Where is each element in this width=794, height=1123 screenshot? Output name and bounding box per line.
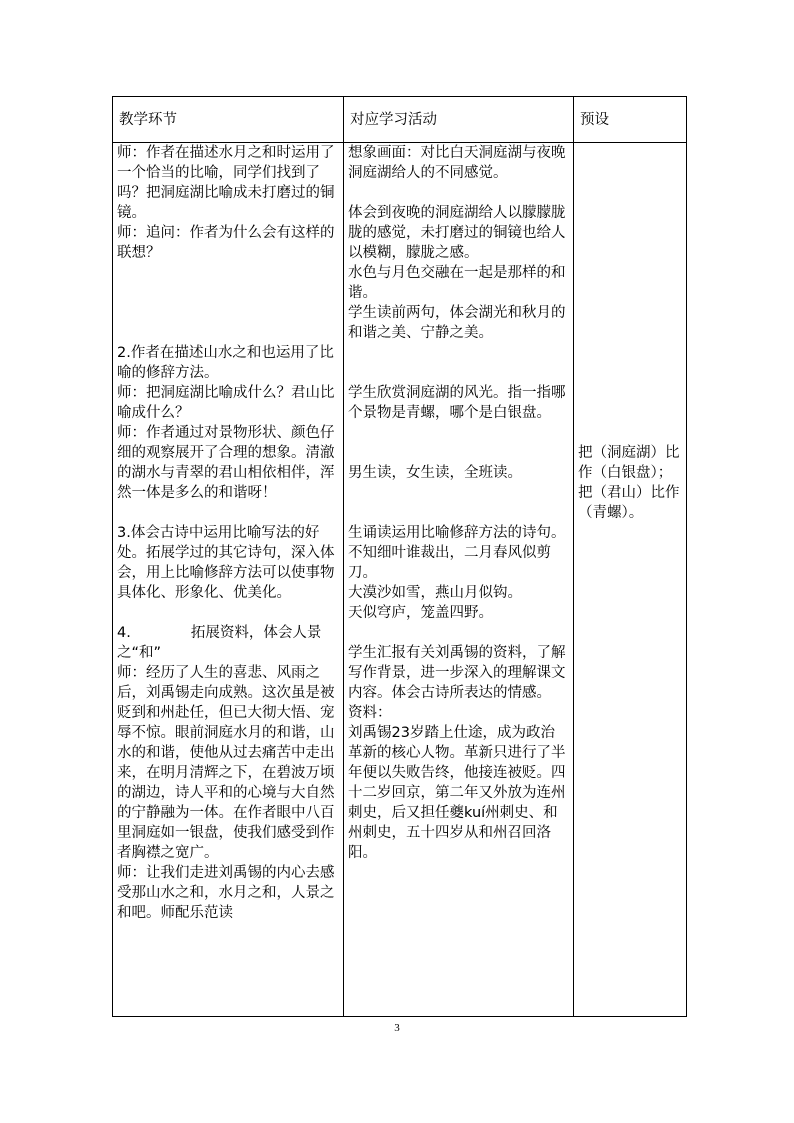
activity-read-first-lines: 学生读前两句，体会湖光和秋月的和谐之美、宁静之美。 bbox=[348, 305, 566, 341]
teacher-summary-2: 师：作者通过对景物形状、颜色仔细的观察展开了合理的想象。清澈的湖水与青翠的君山相依相伴，浑然一体是多么的和谐呀！ bbox=[117, 425, 335, 501]
materials-label: 资料： bbox=[348, 705, 392, 721]
activity-imagine: 想象画面：对比白天洞庭湖与夜晚洞庭湖给人的不同感觉。 bbox=[348, 145, 566, 181]
header-preset: 预设 bbox=[574, 97, 687, 143]
activity-harmony: 水色与月色交融在一起是那样的和谐。 bbox=[348, 265, 566, 301]
step-3-text: 3.体会古诗中运用比喻写法的好处。拓展学过的其它诗句，深入体会，用上比喻修辞方法可以使事物具体化、形象化、优美化。 bbox=[117, 525, 335, 601]
learning-activity-cell bbox=[344, 143, 574, 1017]
materials-biography: 刘禹锡23岁踏上仕途，成为政治革新的核心人物。革新只进行了半年便以失败告终，他接连被贬。四十二岁回京，第二年又外放为连州刺史，后又担任夔kuí州刺史、和州刺史，五十四岁从和州召回洛阳。 bbox=[348, 725, 566, 861]
poem-line-2: 大漠沙如雪，燕山月似钩。 bbox=[348, 585, 522, 601]
lesson-plan-table bbox=[112, 96, 687, 1017]
teacher-background-text: 师：经历了人生的喜悲、风雨之后，刘禹锡走向成熟。这次虽是被贬到和州赴任，但已大彻大悟、宠辱不惊。眼前洞庭水月的和谐，山水的和谐，使他从过去痛苦中走出来，在明月清辉之下，在碧波万顷的湖边，诗人平和的心境与大自然的宁静融为一体。在作者眼中八百里洞庭如一银盘，使我们感受到作者胸襟之宽广。 bbox=[117, 665, 335, 861]
teaching-step-cell bbox=[113, 143, 344, 1017]
header-teaching-step: 教学环节 bbox=[113, 97, 344, 143]
preset-cell bbox=[574, 143, 687, 1017]
activity-group-reading: 男生读，女生读，全班读。 bbox=[348, 465, 522, 481]
header-learning-activity: 对应学习活动 bbox=[344, 97, 574, 143]
teacher-closing-text: 师：让我们走进刘禹锡的内心去感受那山水之和，水月之和，人景之和吧。师配乐范读 bbox=[117, 865, 335, 921]
teacher-question-2: 师：把洞庭湖比喻成什么？君山比喻成什么？ bbox=[117, 385, 335, 421]
step-2-heading: 2.作者在描述山水之和也运用了比喻的修辞方法。 bbox=[117, 345, 334, 381]
preset-answer: 把（洞庭湖）比作（白银盘）；把（君山）比作（青螺）。 bbox=[578, 445, 680, 521]
activity-feel-hazy: 体会到夜晚的洞庭湖给人以朦朦胧胧的感觉，未打磨过的铜镜也给人以模糊，朦胧之感。 bbox=[348, 205, 566, 261]
teacher-metaphor-question: 师：作者在描述水月之和时运用了一个恰当的比喻，同学们找到了吗？把洞庭湖比喻成未打磨过的铜镜。 bbox=[117, 145, 335, 221]
step-4-title: 拓展资料，体会人景之“和” bbox=[117, 625, 322, 661]
activity-appreciate-scenery: 学生欣赏洞庭湖的风光。指一指哪个景物是青螺，哪个是白银盘。 bbox=[348, 385, 566, 421]
table-header-row bbox=[113, 97, 687, 143]
table-body-row bbox=[113, 143, 687, 1017]
teacher-followup-question: 师：追问：作者为什么会有这样的联想？ bbox=[117, 225, 335, 261]
poem-line-1: 不知细叶谁裁出，二月春风似剪刀。 bbox=[348, 545, 551, 581]
poem-line-3: 天似穹庐，笼盖四野。 bbox=[348, 605, 493, 621]
activity-report-materials: 学生汇报有关刘禹锡的资料，了解写作背景，进一步深入的理解课文内容。体会古诗所表达的情感。 bbox=[348, 645, 566, 701]
activity-recite-metaphors: 生诵读运用比喻修辞方法的诗句。 bbox=[348, 525, 566, 541]
step-4-number: 4. bbox=[117, 625, 131, 641]
step-4-heading bbox=[117, 623, 339, 663]
page-number: 3 bbox=[394, 1022, 400, 1034]
